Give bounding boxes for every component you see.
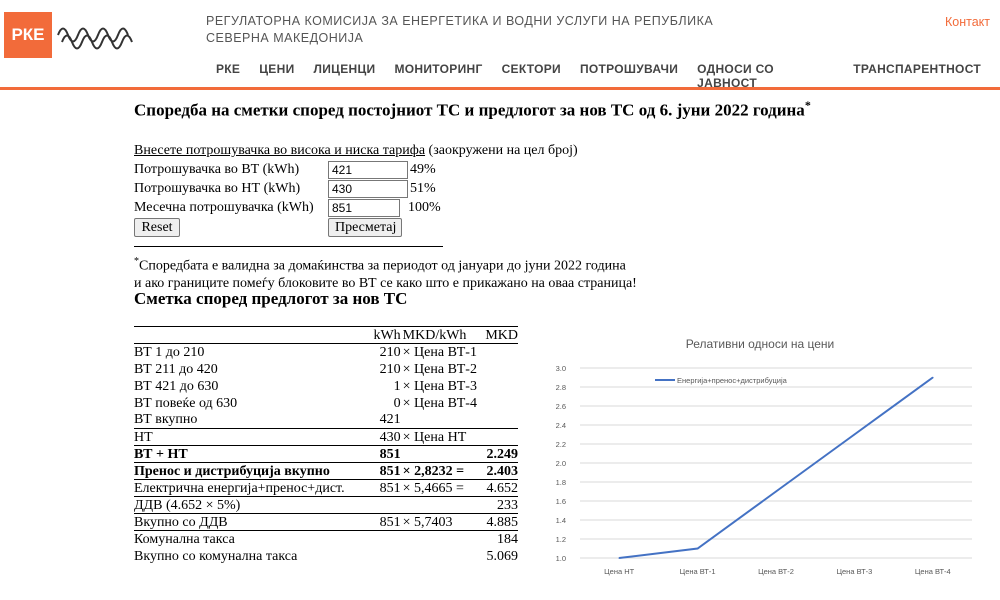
bill-table-row-cell-4: 5.069 xyxy=(486,548,518,564)
title-footnote-mark: * xyxy=(804,98,811,112)
bill-table-row xyxy=(134,531,518,548)
chart-y-tick-label: 2.8 xyxy=(555,383,566,392)
chart-x-tick-label: Цена ВТ-4 xyxy=(914,567,951,576)
bill-table-row-cell-1: НТ xyxy=(134,429,357,446)
bill-table-row-cell-3: × 5,7403 xyxy=(401,514,477,531)
low-tariff-label: Потрошувачка во НТ (kWh) xyxy=(134,180,301,196)
bill-title: Сметка според предлогот за нов ТС xyxy=(134,289,408,308)
bill-table-row-cell-4 xyxy=(477,429,518,446)
bill-table-row-cell-2 xyxy=(357,548,401,565)
bill-table-row-cell-1: Вкупно со комунална такса xyxy=(134,548,298,564)
bill-table-row-cell-2: 430 xyxy=(357,429,401,446)
page-title-text: Споредба на сметки според постојниот ТС и предлогот за нов ТС од 6. јуни 2022 година xyxy=(134,100,805,120)
footnote-divider xyxy=(134,246,443,247)
bill-table-row-cell-4: 184 xyxy=(497,531,518,547)
bill-table-header xyxy=(134,327,518,344)
bill-table-header-cell-4: MKD xyxy=(477,327,518,344)
chart-y-tick-label: 2.6 xyxy=(555,402,566,411)
bill-table-row-cell-3: × 5,4665 = xyxy=(401,480,477,497)
bill-table-row xyxy=(134,344,518,361)
bill-table-header-cell-2: kWh xyxy=(357,327,401,344)
bill-table-row-cell-2: 210 xyxy=(379,344,401,360)
bill-table-row-cell-3: × Цена ВТ-2 xyxy=(402,361,477,377)
bill-table-row-cell-2: 851 xyxy=(357,480,401,497)
bill-table-row xyxy=(134,395,518,412)
nav-item-prices[interactable]: ЦЕНИ xyxy=(259,62,295,76)
high-tariff-input[interactable] xyxy=(328,161,408,179)
bill-table-row-cell-3 xyxy=(401,548,477,565)
form-buttons xyxy=(134,218,654,238)
bill-table-row-cell-1: Комунална такса xyxy=(134,531,235,547)
bill-table-row-cell-3 xyxy=(401,412,477,429)
chart-x-tick-label: Цена ВТ-1 xyxy=(679,567,716,576)
high-tariff-label: Потрошувачка во ВТ (kWh) xyxy=(134,161,300,177)
bill-table-row-cell-3: × Цена ВТ-1 xyxy=(402,344,477,360)
form-row-high-tariff xyxy=(134,160,654,179)
chart-series-line xyxy=(619,378,933,559)
nav-item-public-relations[interactable]: ОДНОСИ СО ЈАВНОСТ xyxy=(697,62,774,90)
nav-item-consumers[interactable]: ПОТРОШУВАЧИ xyxy=(579,62,679,76)
chart-y-tick-label: 3.0 xyxy=(555,364,566,373)
bill-table-row-cell-2 xyxy=(357,531,401,548)
chart-title: Релативни односи на цени xyxy=(685,337,835,351)
nav-item-sectors[interactable]: СЕКТОРИ xyxy=(501,62,561,76)
form-row-monthly xyxy=(134,198,654,217)
chart-y-tick-label: 1.4 xyxy=(555,516,566,525)
bill-table-row-cell-4: 233 xyxy=(477,497,518,514)
monthly-consumption-percent: 100% xyxy=(408,199,441,215)
bill-table-row-cell-2: 851 xyxy=(357,446,401,463)
form-intro xyxy=(134,142,654,160)
bill-table-row-cell-2: 1 xyxy=(393,378,401,394)
bill-table-row-cell-2 xyxy=(357,497,401,514)
bill-table-row-cell-2: 210 xyxy=(379,361,401,377)
chart-point xyxy=(932,377,934,379)
org-name-line2: СЕВЕРНА МАКЕДОНИЈА xyxy=(206,31,364,45)
footnote-line2: и ако границите помеѓу блоковите во ВТ се како што е прикажано на оваа страница! xyxy=(134,275,637,291)
bill-table-row xyxy=(134,548,518,565)
bill-table-row-cell-4 xyxy=(477,361,518,378)
bill-table-row-cell-1: Вкупно со ДДВ xyxy=(134,514,357,531)
chart-point xyxy=(775,491,777,493)
bill-table-row xyxy=(134,446,518,463)
bill-table-row-cell-1: ВТ + НТ xyxy=(134,446,357,463)
bill-table-row-cell-4: 2.403 xyxy=(477,463,518,480)
nav-item-monitoring[interactable]: МОНИТОРИНГ xyxy=(394,62,483,76)
footnote xyxy=(134,253,637,292)
nav-item-rke[interactable]: РКЕ xyxy=(216,62,241,76)
price-ratio-chart xyxy=(540,330,980,580)
bill-table-row-cell-1: ВТ повеќе од 630 xyxy=(134,395,238,411)
bill-table-row xyxy=(134,412,518,429)
main-nav xyxy=(216,62,1000,90)
low-tariff-input[interactable] xyxy=(328,180,408,198)
bill-table xyxy=(134,326,518,565)
org-name-line1: РЕГУЛАТОРНА КОМИСИЈА ЗА ЕНЕРГЕТИКА И ВОДНИ УСЛУГИ НА РЕПУБЛИКА xyxy=(206,14,714,28)
bill-table-row-cell-2: 851 xyxy=(357,514,401,531)
nav-item-transparency[interactable]: ТРАНСПАРЕНТНОСТ xyxy=(853,62,981,76)
bill-table-row-cell-1: ВТ 1 до 210 xyxy=(134,344,205,360)
chart-x-tick-label: Цена ВТ-2 xyxy=(758,567,794,576)
footnote-mark: * xyxy=(134,256,139,267)
bill-table-row-cell-1: ДДВ (4.652 × 5%) xyxy=(134,497,357,514)
nav-item-licenses[interactable]: ЛИЦЕНЦИ xyxy=(313,62,376,76)
bill-table-row-cell-3: × 2,8232 = xyxy=(401,463,477,480)
contact-link[interactable]: Контакт xyxy=(944,15,990,29)
bill-table-row xyxy=(134,463,518,480)
high-tariff-percent: 49% xyxy=(410,161,436,177)
bill-table-row-cell-3: × Цена НТ xyxy=(401,429,477,446)
bill-table-row-cell-4: 4.652 xyxy=(477,480,518,497)
chart-x-tick-label: Цена ВТ-3 xyxy=(836,567,873,576)
reset-button[interactable]: Reset xyxy=(134,218,180,237)
bill-table-row xyxy=(134,480,518,497)
chart-x-tick-label: Цена НТ xyxy=(604,567,635,576)
bill-table-row-cell-4 xyxy=(477,344,518,361)
sine-wave-icon xyxy=(56,14,134,56)
bill-table-row xyxy=(134,497,518,514)
bill-table-row-cell-4 xyxy=(477,412,518,429)
footnote-line1: Споредбата е валидна за домаќинства за периодот од јануари до јуни 2022 година xyxy=(139,258,626,274)
consumption-form xyxy=(134,142,654,238)
bill-table-row-cell-4 xyxy=(477,395,518,412)
chart-y-tick-label: 2.4 xyxy=(555,421,566,430)
bill-table-row-cell-3 xyxy=(401,497,477,514)
chart-y-tick-label: 1.6 xyxy=(555,497,566,506)
bill-table-row xyxy=(134,429,518,446)
form-intro-underlined: Внесете потрошувачка во висока и ниска тарифа xyxy=(134,143,426,158)
bill-table-row-cell-1: ВТ 421 до 630 xyxy=(134,378,219,394)
bill-table-row-cell-2: 421 xyxy=(357,412,401,429)
chart-svg xyxy=(540,330,980,580)
bill-table-row xyxy=(134,378,518,395)
monthly-consumption-label: Месечна потрошувачка (kWh) xyxy=(134,199,314,215)
chart-y-tick-label: 2.0 xyxy=(555,459,566,468)
bill-table-row-cell-4: 2.249 xyxy=(477,446,518,463)
bill-table-row-cell-1: ВТ 211 до 420 xyxy=(134,361,218,377)
bill-table-row-cell-3 xyxy=(401,446,477,463)
chart-point xyxy=(854,434,856,436)
bill-table-row-cell-2: 0 xyxy=(393,395,401,411)
bill-table-row xyxy=(134,361,518,378)
page-title xyxy=(134,98,994,121)
bill-table-row xyxy=(134,514,518,531)
chart-point xyxy=(618,557,620,559)
bill-table-row-cell-4 xyxy=(477,378,518,395)
logo-text: РКЕ xyxy=(11,25,45,44)
bill-table-header-cell-3: MKD/kWh xyxy=(401,327,477,344)
bill-table-header-cell-1 xyxy=(134,327,357,344)
site-header xyxy=(0,0,1000,90)
low-tariff-percent: 51% xyxy=(410,180,436,196)
calculate-button[interactable]: Пресметај xyxy=(328,218,402,237)
chart-y-tick-label: 1.0 xyxy=(555,554,566,563)
bill-table-row-cell-2: 851 xyxy=(357,463,401,480)
chart-y-tick-label: 2.2 xyxy=(555,440,566,449)
bill-table-row-cell-1: Пренос и дистрибуција вкупно xyxy=(134,463,357,480)
chart-y-tick-label: 1.2 xyxy=(555,535,566,544)
form-row-low-tariff xyxy=(134,179,654,198)
bill-table-row-cell-1: ВТ вкупно xyxy=(134,412,357,429)
chart-y-tick-label: 1.8 xyxy=(555,478,566,487)
form-intro-rest: (заокружени на цел број) xyxy=(425,143,578,158)
chart-legend-label: Енергија+пренос+дистрибуција xyxy=(677,376,787,385)
bill-table-row-cell-1: Електрична енергија+пренос+дист. xyxy=(134,480,357,497)
monthly-consumption-input[interactable] xyxy=(328,199,400,217)
logo[interactable] xyxy=(4,12,52,58)
chart-point xyxy=(697,548,699,550)
bill-table-row-cell-3: × Цена ВТ-4 xyxy=(402,395,477,411)
bill-table-row-cell-3 xyxy=(401,531,477,548)
bill-table-row-cell-4: 4.885 xyxy=(477,514,518,531)
bill-table-row-cell-3: × Цена ВТ-3 xyxy=(402,378,477,394)
organization-name xyxy=(206,13,713,47)
